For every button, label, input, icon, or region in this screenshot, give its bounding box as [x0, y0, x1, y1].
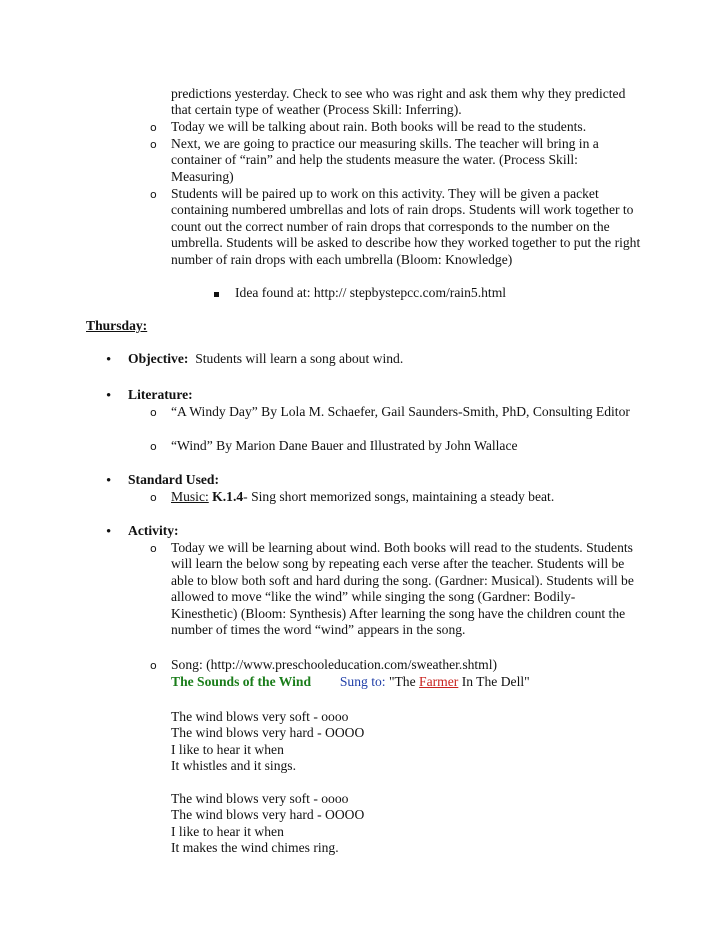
verse-line: The wind blows very soft - oooo	[171, 709, 349, 724]
bullet-dot-icon: •	[106, 388, 112, 404]
song-source-line: Song: (http://www.preschooleducation.com/sweather.shtml)	[171, 657, 498, 672]
bullet-dot-icon: •	[106, 473, 112, 489]
verse-line: It makes the wind chimes ring.	[171, 840, 339, 856]
song-title: The Sounds of the Wind	[171, 674, 312, 689]
standard-code: K.1.4	[212, 489, 244, 504]
verse-line: The wind blows very soft - oooo	[171, 791, 349, 806]
verse-line: I like to hear it when	[171, 741, 284, 757]
bullet-dot-icon: •	[106, 352, 112, 368]
square-bullet-icon	[214, 292, 219, 297]
circle-bullet-icon: o	[150, 659, 157, 672]
rain-intro-item: Today we will be talking about rain. Both books will be read to the students.	[171, 119, 587, 134]
literature-book-2: “Wind” By Marion Dane Bauer and Illustrated by John Wallace	[171, 438, 518, 453]
idea-source-line: Idea found at: http:// stepbystepcc.com/rain5.html	[235, 285, 507, 300]
circle-bullet-icon: o	[150, 121, 157, 134]
sung-to-label: Sung to:	[339, 674, 386, 689]
objective-label: Objective:	[128, 351, 189, 366]
continued-paragraph: predictions yesterday. Check to see who was right and ask them why they predicted that certain type of weather (Process Skill: Inferring).	[171, 86, 626, 118]
standard-text: - Sing short memorized songs, maintaining a steady beat.	[243, 489, 555, 504]
measuring-item: Next, we are going to practice our measuring skills. The teacher will bring in a container of “rain” and help the students measure the water. (Process Skill: Measuring)	[171, 136, 599, 184]
tune-prefix: "The	[388, 674, 420, 689]
verse-line: The wind blows very hard - OOOO	[171, 807, 365, 823]
objective-text: Students will learn a song about wind.	[195, 351, 404, 366]
circle-bullet-icon: o	[150, 406, 157, 419]
verse-line: It whistles and it sings.	[171, 758, 296, 774]
song-verse-1	[171, 709, 364, 775]
standard-line	[171, 489, 554, 505]
song-verse-2	[171, 791, 364, 857]
circle-bullet-icon: o	[150, 138, 157, 151]
activity-label: Activity:	[128, 523, 179, 538]
umbrella-activity-item: Students will be paired up to work on this activity. They will be given a packet containing numbered umbrellas and lots of rain drops. Students will work together to count out the correct number of rain drops that corresponds to the number on the umbrella. Students will be asked to describe how they worked together to put the right number of rain drops with each umbrella (Bloom: Knowledge)	[171, 186, 641, 267]
circle-bullet-icon: o	[150, 440, 157, 453]
literature-book-1: “A Windy Day” By Lola M. Schaefer, Gail Saunders-Smith, PhD, Consulting Editor	[171, 404, 630, 419]
verse-line: The wind blows very hard - OOOO	[171, 725, 365, 741]
song-title-line	[171, 674, 530, 690]
standard-subject: Music:	[171, 489, 209, 504]
bullet-dot-icon: •	[106, 524, 112, 540]
objective-line	[128, 351, 403, 367]
tune-farmer-link[interactable]: Farmer	[419, 674, 459, 689]
literature-label: Literature:	[128, 387, 193, 402]
circle-bullet-icon: o	[150, 491, 157, 504]
circle-bullet-icon: o	[150, 188, 157, 201]
thursday-heading: Thursday:	[86, 318, 148, 333]
standard-label: Standard Used:	[128, 472, 220, 487]
tune-suffix: In The Dell"	[458, 674, 530, 689]
circle-bullet-icon: o	[150, 542, 157, 555]
verse-line: I like to hear it when	[171, 823, 284, 839]
activity-text: Today we will be learning about wind. Both books will read to the students. Students will learn the below song by repeating each verse after the teacher. Students will be able to blow both soft and hard during the song. (Gardner: Musical). Students will be allowed to move “like the wind” while singing the song (Gardner: Bodily-Kinesthetic) (Bloom: Synthesis) After learning the song have the children count the number of times the word “wind” appears in the song.	[171, 540, 634, 638]
